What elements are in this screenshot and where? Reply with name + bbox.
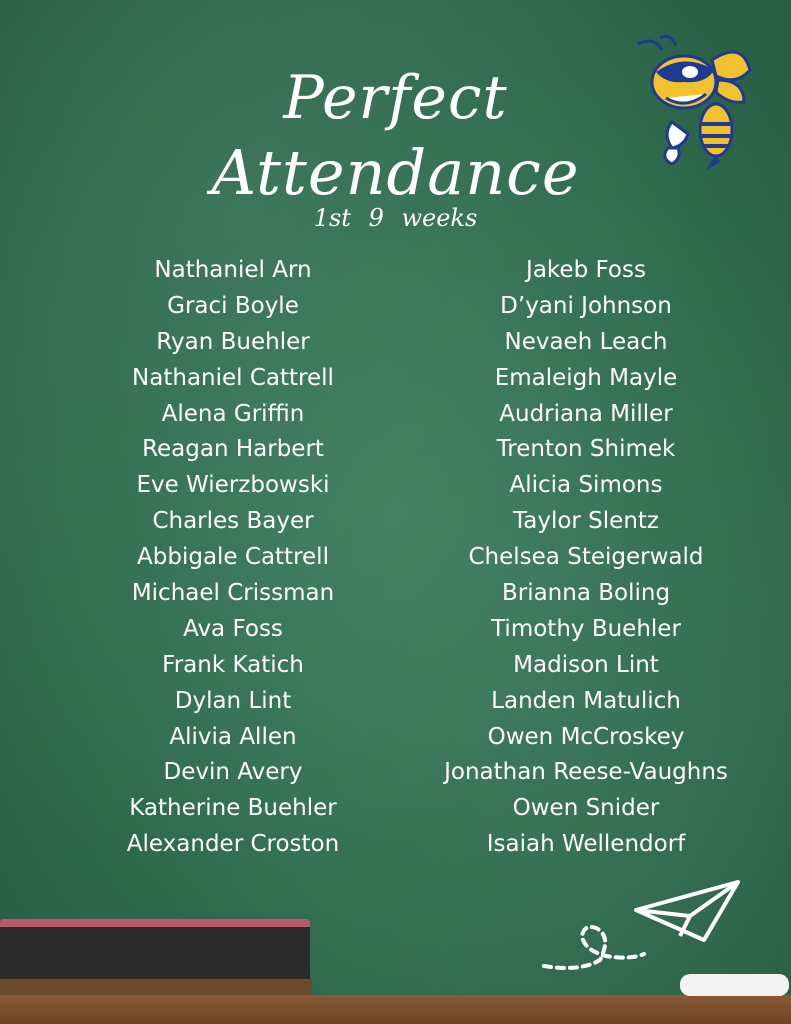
student-name: Madison Lint — [513, 651, 659, 678]
yellow-jacket-mascot-icon — [632, 30, 758, 172]
student-name: Landen Matulich — [491, 687, 681, 714]
title-line-1: Perfect — [283, 63, 508, 133]
title-line-2: Attendance — [211, 136, 580, 209]
student-name: Devin Avery — [163, 759, 303, 786]
student-name: Jonathan Reese-Vaughns — [444, 759, 728, 786]
student-name: Alivia Allen — [169, 723, 297, 750]
student-name: Frank Katich — [162, 651, 304, 678]
student-name: Owen Snider — [512, 795, 660, 822]
student-name: Taylor Slentz — [513, 508, 659, 535]
student-name: Jakeb Foss — [526, 257, 646, 283]
student-name: Emaleigh Mayle — [494, 364, 678, 391]
student-name: Katherine Buehler — [129, 795, 337, 822]
student-name: Alicia Simons — [509, 472, 663, 499]
student-name: Alexander Croston — [126, 831, 340, 858]
student-name: Charles Bayer — [152, 508, 314, 535]
student-name: Ryan Buehler — [156, 328, 310, 355]
student-name: Graci Boyle — [167, 292, 299, 319]
chalk-ledge — [0, 995, 791, 1024]
student-name: Nathaniel Cattrell — [132, 364, 334, 391]
paper-plane-icon — [540, 876, 745, 976]
student-name: Chelsea Steigerwald — [468, 544, 704, 571]
student-name: Isaiah Wellendorf — [486, 831, 686, 858]
student-name: Nevaeh Leach — [504, 328, 668, 355]
subtitle: 1st 9 weeks — [313, 204, 478, 232]
student-name: Timothy Buehler — [491, 615, 681, 642]
student-name: Audriana Miller — [499, 400, 673, 427]
student-name: Owen McCroskey — [487, 723, 685, 750]
student-name: Alena Griffin — [161, 400, 305, 427]
student-name: D’yani Johnson — [500, 292, 672, 319]
student-name: Michael Crissman — [131, 580, 335, 607]
names-left-column — [83, 252, 383, 862]
names-right-column — [416, 252, 756, 862]
student-name: Nathaniel Arn — [154, 257, 312, 283]
student-name: Brianna Boling — [501, 580, 671, 607]
student-name: Eve Wierzbowski — [136, 472, 330, 499]
student-name: Ava Foss — [183, 615, 283, 642]
chalk-stick — [680, 974, 789, 996]
student-name: Trenton Shimek — [496, 436, 676, 463]
student-name: Reagan Harbert — [142, 436, 324, 463]
chalkboard-eraser — [0, 919, 312, 1001]
student-name: Abbigale Cattrell — [137, 544, 329, 571]
student-name: Dylan Lint — [174, 687, 292, 714]
